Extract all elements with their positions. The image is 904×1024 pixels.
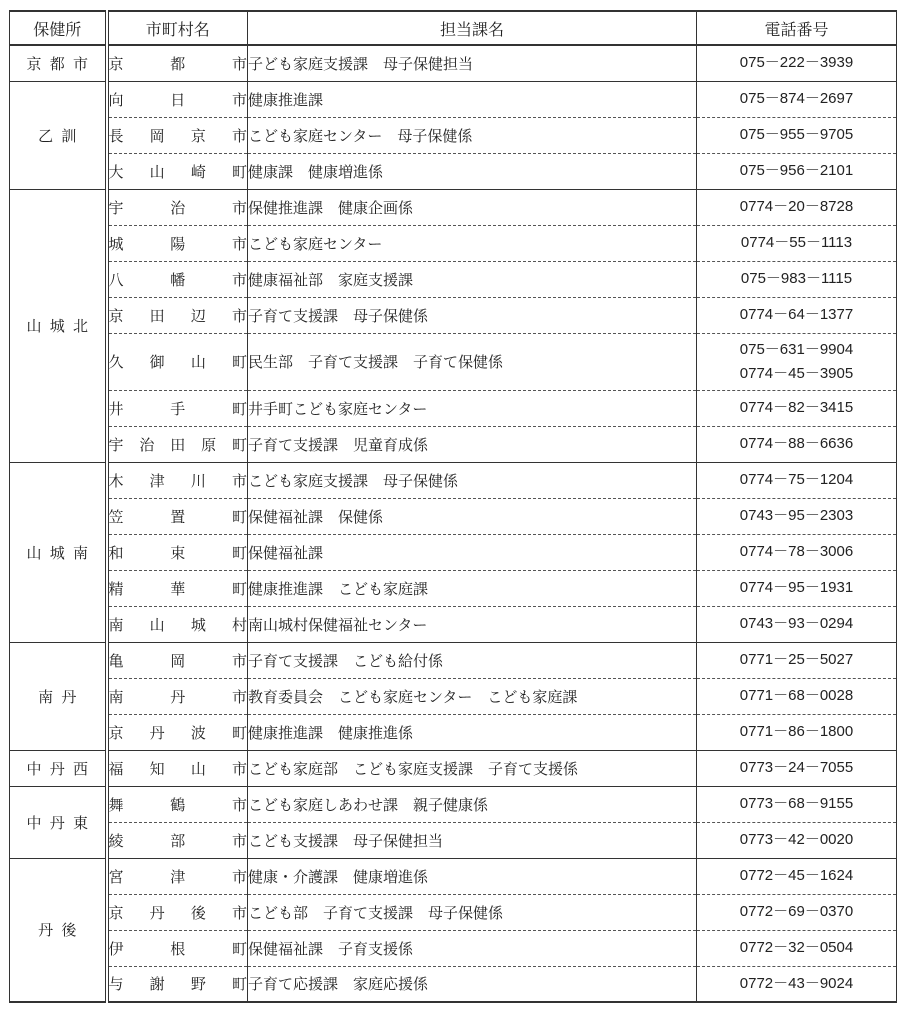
municipality-cell: 長岡京市 [107,117,248,153]
phone-number: 0774－20－8728 [739,198,854,215]
health-center-cell: 中丹西 [10,750,107,786]
phone-number: 0774－95－1931 [739,579,854,596]
municipality-cell: 京丹後市 [107,894,248,930]
municipality-cell: 与謝野町 [107,966,248,1002]
department-cell: こども部 子育て支援課 母子保健係 [248,894,697,930]
department-cell: 南山城村保健福祉センター [248,606,697,642]
phone-number: 075－955－9705 [739,126,854,143]
table-row [10,297,897,333]
health-center-cell: 中丹東 [10,786,107,858]
phone-cell [697,642,897,678]
department-cell: こども家庭部 こども家庭支援課 子育て支援係 [248,750,697,786]
municipality-cell: 八幡市 [107,261,248,297]
phone-number: 0773－42－0020 [739,831,854,848]
phone-number: 0772－43－9024 [739,974,854,992]
municipality-cell: 福知山市 [107,750,248,786]
phone-cell [697,966,897,1002]
phone-number: 075－631－9904 [739,340,854,358]
department-cell: 子育て支援課 母子保健係 [248,297,697,333]
table-row [10,858,897,894]
phone-number: 075－956－2101 [739,162,854,179]
department-cell: こども家庭しあわせ課 親子健康係 [248,786,697,822]
municipality-cell: 舞鶴市 [107,786,248,822]
department-cell: 健康福祉部 家庭支援課 [248,261,697,297]
phone-cell [697,606,897,642]
phone-number: 075－983－1115 [740,270,853,287]
phone-number: 0774－78－3006 [739,543,854,560]
phone-number: 0773－24－7055 [739,759,854,776]
table-row [10,225,897,261]
phone-number: 0771－25－5027 [739,651,854,668]
phone-number: 075－874－2697 [739,90,854,107]
department-cell: 健康推進課 [248,81,697,117]
department-cell: 健康課 健康増進係 [248,153,697,189]
municipality-cell: 京田辺市 [107,297,248,333]
phone-cell [697,930,897,966]
table-row [10,45,897,81]
phone-cell [697,534,897,570]
header-department: 担当課名 [248,11,697,45]
table-body [10,45,897,1002]
municipality-cell: 宇治市 [107,189,248,225]
department-cell: 保健福祉課 [248,534,697,570]
table-row [10,498,897,534]
table-row [10,786,897,822]
municipality-cell: 南丹市 [107,678,248,714]
department-cell: こども家庭センター [248,225,697,261]
municipality-cell: 南山城村 [107,606,248,642]
phone-number: 0743－95－2303 [739,507,854,524]
municipality-cell: 宮津市 [107,858,248,894]
phone-cell [697,297,897,333]
header-row [10,11,897,45]
phone-number: 0772－45－1624 [739,867,854,884]
phone-cell [697,498,897,534]
department-cell: 保健福祉課 子育支援係 [248,930,697,966]
department-cell: 健康推進課 こども家庭課 [248,570,697,606]
phone-number: 0773－68－9155 [739,795,854,812]
phone-cell [697,894,897,930]
phone-cell [697,261,897,297]
municipality-cell: 京都市 [107,45,248,81]
phone-cell [697,678,897,714]
phone-cell [697,189,897,225]
table-row [10,189,897,225]
department-cell: 保健福祉課 保健係 [248,498,697,534]
phone-cell [697,750,897,786]
table-row [10,750,897,786]
municipality-cell: 向日市 [107,81,248,117]
municipality-cell: 久御山町 [107,333,248,390]
department-cell: 健康推進課 健康推進係 [248,714,697,750]
phone-number: 0772－69－0370 [739,903,854,920]
table-row [10,117,897,153]
department-cell: 子ども家庭支援課 母子保健担当 [248,45,697,81]
table-row [10,426,897,462]
phone-cell [697,426,897,462]
municipality-cell: 井手町 [107,390,248,426]
phone-cell [697,225,897,261]
department-cell: こども支援課 母子保健担当 [248,822,697,858]
phone-number: 075－222－3939 [739,54,854,72]
municipality-cell: 綾部市 [107,822,248,858]
phone-cell [697,390,897,426]
municipality-cell: 伊根町 [107,930,248,966]
municipality-cell: 精華町 [107,570,248,606]
health-center-cell: 山城北 [10,189,107,462]
phone-cell [697,822,897,858]
table-row [10,822,897,858]
department-cell: 保健推進課 健康企画係 [248,189,697,225]
table-row [10,714,897,750]
municipality-cell: 笠置町 [107,498,248,534]
phone-cell [697,333,897,390]
table-row [10,333,897,390]
phone-cell [697,570,897,606]
table-row [10,390,897,426]
phone-number: 0771－86－1800 [739,723,854,740]
table-row [10,894,897,930]
phone-number: 0774－55－1113 [740,234,853,251]
table-row [10,81,897,117]
table-row [10,261,897,297]
phone-cell [697,462,897,498]
health-center-cell: 山城南 [10,462,107,642]
header-municipality: 市町村名 [107,11,248,45]
contact-table [9,10,897,1003]
table-row [10,930,897,966]
table-row [10,966,897,1002]
municipality-cell: 和束町 [107,534,248,570]
phone-number: 0771－68－0028 [739,687,854,704]
phone-cell [697,45,897,81]
table-row [10,642,897,678]
department-cell: こども家庭センター 母子保健係 [248,117,697,153]
phone-number: 0774－88－6636 [739,435,854,452]
phone-number: 0774－82－3415 [739,399,854,416]
department-cell: 健康・介護課 健康増進係 [248,858,697,894]
department-cell: 教育委員会 こども家庭センター こども家庭課 [248,678,697,714]
table-row [10,678,897,714]
department-cell: 民生部 子育て支援課 子育て保健係 [248,333,697,390]
health-center-cell: 南丹 [10,642,107,750]
phone-cell [697,858,897,894]
municipality-cell: 亀岡市 [107,642,248,678]
department-cell: 子育て応援課 家庭応援係 [248,966,697,1002]
header-phone: 電話番号 [697,11,897,45]
table-row [10,606,897,642]
municipality-cell: 京丹波町 [107,714,248,750]
header-center: 保健所 [10,11,107,45]
municipality-cell: 宇治田原町 [107,426,248,462]
table-row [10,534,897,570]
phone-cell [697,714,897,750]
health-center-cell: 乙訓 [10,81,107,189]
phone-cell [697,81,897,117]
table-row [10,153,897,189]
phone-cell [697,786,897,822]
health-center-cell: 京都市 [10,45,107,81]
department-cell: 子育て支援課 児童育成係 [248,426,697,462]
department-cell: こども家庭支援課 母子保健係 [248,462,697,498]
phone-cell [697,153,897,189]
municipality-cell: 大山崎町 [107,153,248,189]
municipality-cell: 木津川市 [107,462,248,498]
phone-number: 0774－75－1204 [739,471,854,488]
phone-number: 0743－93－0294 [739,615,854,632]
municipality-cell: 城陽市 [107,225,248,261]
department-cell: 井手町こども家庭センター [248,390,697,426]
phone-cell [697,117,897,153]
table-row [10,462,897,498]
health-center-cell: 丹後 [10,858,107,1002]
phone-number: 0774－45－3905 [739,364,854,382]
table-row [10,570,897,606]
department-cell: 子育て支援課 こども給付係 [248,642,697,678]
phone-number: 0774－64－1377 [739,306,854,323]
phone-number: 0772－32－0504 [739,939,854,956]
